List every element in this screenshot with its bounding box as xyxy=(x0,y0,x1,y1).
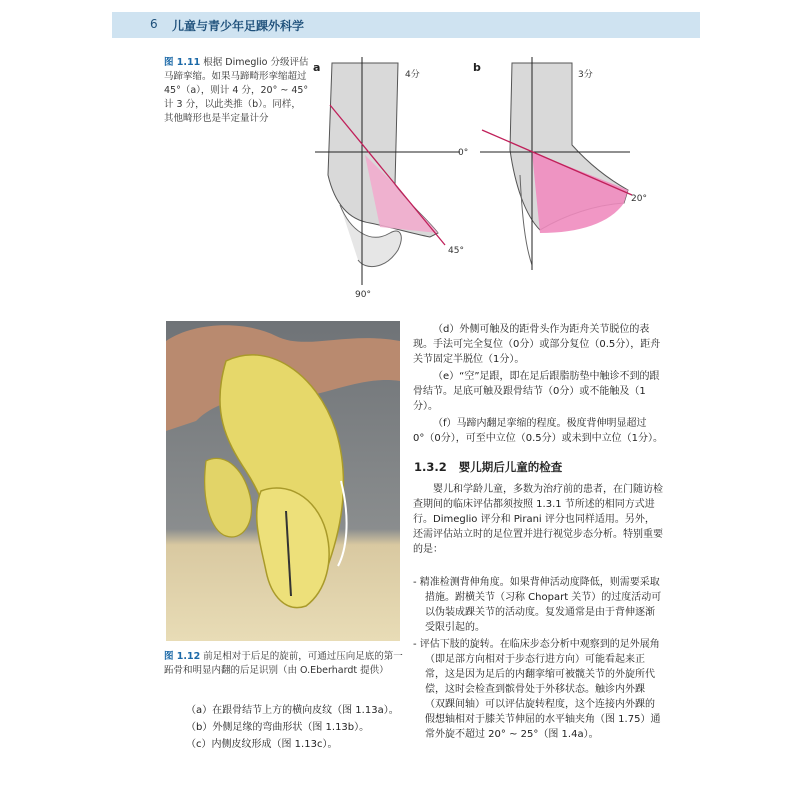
criterion-d: （d）外侧可触及的距骨头作为距舟关节脱位的表现。手法可完全复位（0分）或部分复位（0.5分），距舟关节固定半脱位（1分）。 xyxy=(413,324,661,365)
panel-a xyxy=(313,57,468,300)
running-header xyxy=(112,12,700,38)
criteria-paragraphs xyxy=(413,322,663,448)
section-number: 1.3.2 xyxy=(414,460,447,474)
left-item-a: （a）在跟骨结节上方的横向皮纹（图 1.13a）。 xyxy=(186,705,399,716)
criterion-f: （f）马蹄内翻足挛缩的程度。极度背伸明显超过 0°（0分），可至中立位（0.5分）或未到中立位（1分）。 xyxy=(413,418,663,444)
fig-1-11-caption xyxy=(164,56,310,126)
section-heading xyxy=(414,459,562,475)
section-body xyxy=(413,482,663,559)
section-paragraph: 婴儿和学龄儿童，多数为治疗前的患者，在门随访检查期间的临床评估都须按照 1.3.1 节所述的相同方式进行。Dimeglio 评分和 Pirani 评分也同样适用。另外，还需评估站立时的足位置并进行视觉步态分析。特别重要的是： xyxy=(413,484,663,555)
angle-20-label: 20° xyxy=(631,194,647,204)
left-item-list xyxy=(186,702,399,753)
angle-0-label: 0° xyxy=(458,148,469,158)
angle-45-label: 45° xyxy=(448,246,464,256)
panel-a-score: 4分 xyxy=(405,70,420,80)
bullet-list xyxy=(413,575,663,744)
book-title: 儿童与青少年足踝外科学 xyxy=(172,19,305,33)
left-item-b: （b）外侧足缘的弯曲形状（图 1.13b）。 xyxy=(186,722,370,733)
fig-1-12-photo xyxy=(166,321,400,641)
panel-b-letter: b xyxy=(473,61,481,74)
bullet-item-rotation: - 评估下肢的旋转。在临床步态分析中观察到的足外展角（即足部方向相对于步态行进方向）可能看起来正常，这是因为足后的内翻挛缩可被髋关节的外旋所代偿，这时会检查到髌骨处于外移状态。触诊内外踝（双踝间轴）可以评估旋转程度，这个连接内外踝的假想轴相对于膝关节伸屈的水平轴夹角（图 1.75）通常外旋不超过 20° ~ 25°（图 1.4a）。 xyxy=(413,639,661,740)
left-item-c: （c）内侧皮纹形成（图 1.13c）。 xyxy=(186,739,338,750)
fig-1-11-label: 图 1.11 xyxy=(164,57,201,68)
panel-a-letter: a xyxy=(313,61,321,74)
criterion-e: （e）“空”足跟，即在足后跟脂肪垫中触诊不到的跟骨结节。足底可触及跟骨结节（0分）或不能触及（1分）。 xyxy=(413,371,660,412)
panel-b-score: 3分 xyxy=(578,70,593,80)
fig-1-12-caption xyxy=(164,650,404,678)
fig-1-12-label: 图 1.12 xyxy=(164,651,201,662)
page-number: 6 xyxy=(150,17,158,31)
panel-b xyxy=(473,57,647,270)
bullet-item-dorsiflexion: - 精准检测背伸角度。如果背伸活动度降低，则需要采取措施。跗横关节（习称 Chopart 关节）的过度活动可以伪装成踝关节的活动度。复发通常是由于背伸逐渐受限引起的。 xyxy=(413,577,662,633)
angle-90-label: 90° xyxy=(355,290,371,300)
fig-1-11-text: 根据 Dimeglio 分级评估马蹄挛缩。如果马蹄畸形挛缩超过 45°（a），则计 4 分，20° ~ 45° 计 3 分，以此类推（b）。同样，其他畸形也是半定量计分 xyxy=(164,57,309,124)
fig-1-12-text: 前足相对于后足的旋前，可通过压向足底的第一跖骨和明显内翻的后足识别（由 O.Eberhardt 提供） xyxy=(164,651,403,676)
section-title: 婴儿期后儿童的检查 xyxy=(458,460,563,474)
fig-1-11-diagram xyxy=(310,55,650,310)
